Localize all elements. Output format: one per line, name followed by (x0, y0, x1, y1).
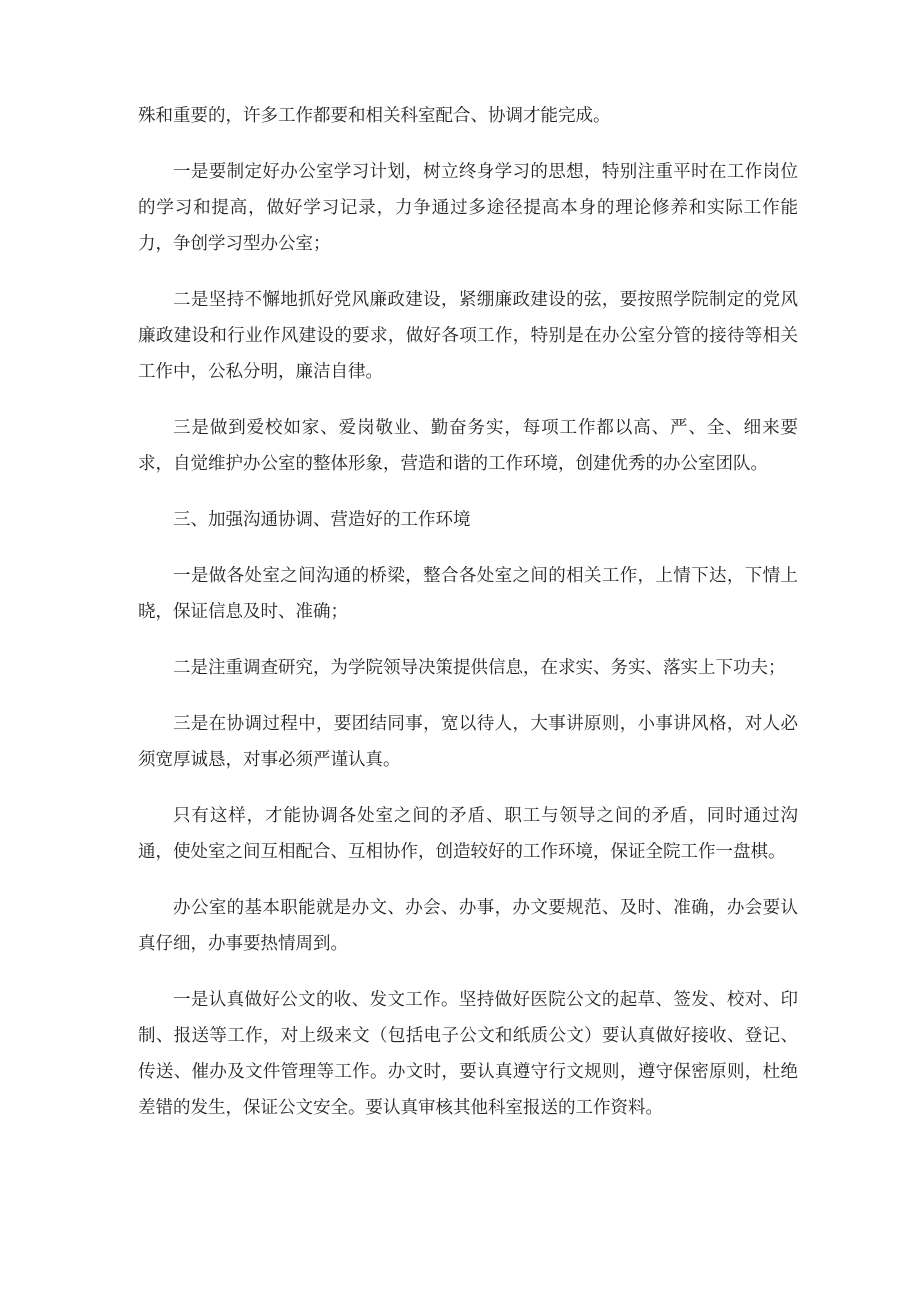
paragraph-dedication: 三是做到爱校如家、爱岗敬业、勤奋务实，每项工作都以高、严、全、细来要求，自觉维护办公室的整体形象，营造和谐的工作环境，创建优秀的办公室团队。 (138, 418, 798, 474)
paragraph-documents: 一是认真做好公文的收、发文工作。坚持做好医院公文的起草、签发、校对、印制、报送等工作，对上级来文（包括电子公文和纸质公文）要认真做好接收、登记、传送、催办及文件管理等工作。办文时，要认真遵守行文规则，遵守保密原则，杜绝差错的发生，保证公文安全。要认真审核其他科室报送的工作资料。 (138, 990, 798, 1118)
paragraph-bridge: 一是做各处室之间沟通的桥梁，整合各处室之间的相关工作，上情下达，下情上晓，保证信息及时、准确； (138, 566, 798, 622)
paragraph-coordination: 三是在协调过程中，要团结同事，宽以待人，大事讲原则，小事讲风格，对人必须宽厚诚恳，对事必须严谨认真。 (138, 714, 798, 770)
section-heading-communication: 三、加强沟通协调、营造好的工作环境 (173, 510, 471, 530)
document-body (138, 98, 798, 1146)
paragraph-continuation: 殊和重要的，许多工作都要和相关科室配合、协调才能完成。 (138, 106, 611, 126)
paragraph-study-plan: 一是要制定好办公室学习计划，树立终身学习的思想，特别注重平时在工作岗位的学习和提高，做好学习记录，力争通过多途径提高本身的理论修养和实际工作能力，争创学习型办公室； (138, 162, 798, 254)
paragraph-research: 二是注重调查研究，为学院领导决策提供信息，在求实、务实、落实上下功夫； (173, 658, 786, 678)
paragraph-functions: 办公室的基本职能就是办文、办会、办事，办文要规范、及时、准确，办会要认真仔细，办事要热情周到。 (138, 898, 798, 954)
paragraph-integrity: 二是坚持不懈地抓好党风廉政建设，紧绷廉政建设的弦，要按照学院制定的党风廉政建设和行业作风建设的要求，做好各项工作，特别是在办公室分管的接待等相关工作中，公私分明，廉洁自律。 (138, 290, 798, 382)
paragraph-summary: 只有这样，才能协调各处室之间的矛盾、职工与领导之间的矛盾，同时通过沟通，使处室之间互相配合、互相协作，创造较好的工作环境，保证全院工作一盘棋。 (138, 806, 798, 862)
